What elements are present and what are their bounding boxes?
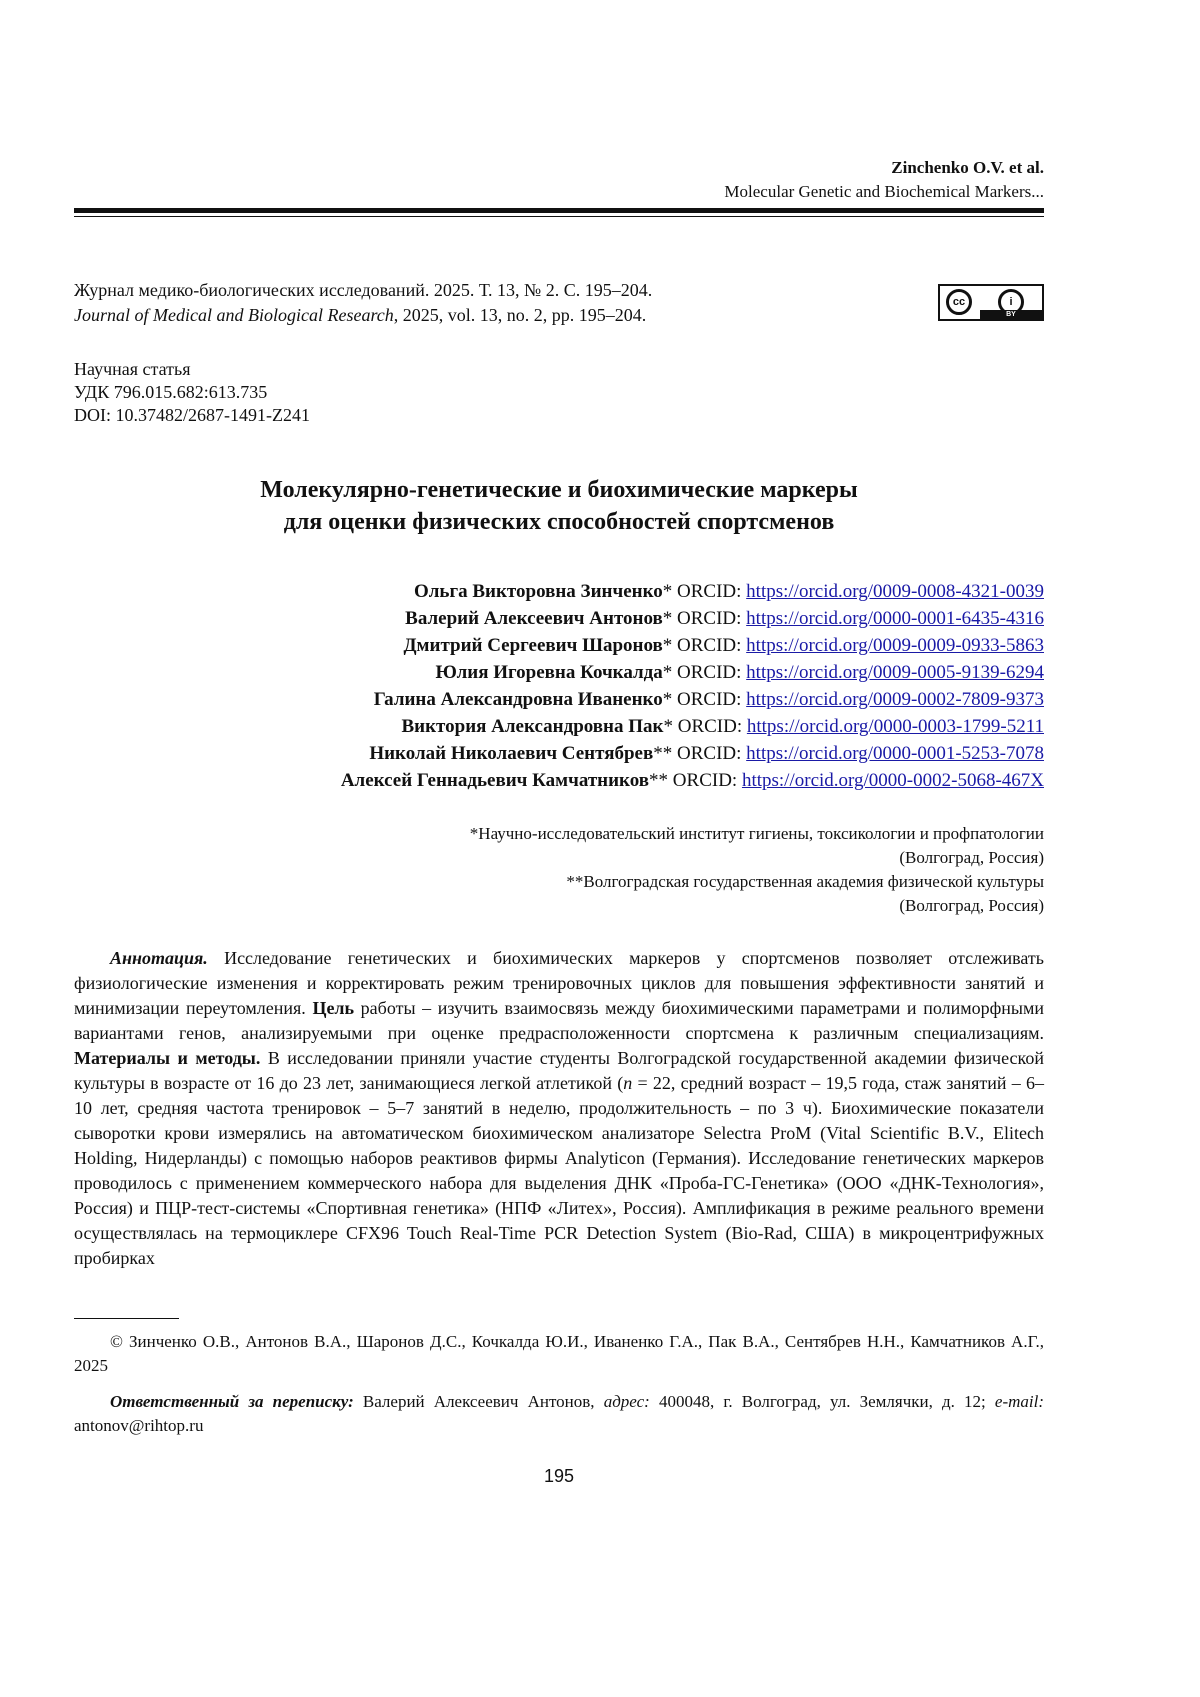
doi: DOI: 10.37482/2687-1491-Z241	[74, 404, 310, 427]
affiliation-mark: **	[649, 770, 668, 791]
abstract-text-1: Исследование генетических и биохимических маркеров у спортсменов позволяет отслеживать физиологические изменения и корректировать режим тренировочных циклов для повышения эффективности занятий и минимизации переутомления.	[74, 948, 1044, 1018]
abstract-goal-label: Цель	[312, 998, 354, 1018]
orcid-link[interactable]: https://orcid.org/0009-0005-9139-6294	[746, 662, 1044, 683]
affiliation-1-city: (Волгоград, Россия)	[470, 846, 1044, 870]
orcid-label: ORCID:	[672, 743, 746, 764]
article-type: Научная статья	[74, 358, 310, 381]
affiliation-mark: *	[663, 689, 673, 710]
affiliation-mark: *	[663, 716, 673, 737]
author-name: Валерий Алексеевич Антонов	[405, 608, 663, 629]
author-name: Галина Александровна Иваненко	[374, 689, 663, 710]
orcid-label: ORCID:	[672, 689, 746, 710]
running-header-authors: Zinchenko O.V. et al.	[724, 156, 1044, 180]
correspondence-email: antonov@rihtop.ru	[74, 1416, 203, 1435]
abstract-text-4: = 22, средний возраст – 19,5 года, стаж занятий – 6–10 лет, средняя частота тренировок – 5–7 занятий в неделю, продолжительность – по 3 ч). Биохимические показатели сыворотки крови измерялись на автоматическом биохимическом анализаторе Selectra ProM (Vital Scientific B.V., Elitech Holding, Нидерланды) с помощью наборов реактивов фирмы Analyticon (Германия). Исследование генетических маркеров проводилось с применением коммерческого набора для выделения ДНК «Проба-ГС-Генетика» (ООО «ДНК-Технология», Россия) и ПЦР-тест-системы «Спортивная генетика» (НПФ «Литех», Россия). Амплификация в режиме реального времени осуществлялась на термоциклере CFX96 Touch Real-Time PCR Detection System (Bio-Rad, США) в микроцентрифужных пробирках	[74, 1073, 1044, 1268]
abstract	[74, 946, 1044, 1271]
author-name: Алексей Геннадьевич Камчатников	[341, 770, 649, 791]
article-title-line2: для оценки физических способностей спортсменов	[74, 506, 1044, 538]
orcid-label: ORCID:	[672, 608, 746, 629]
abstract-text-3: В исследовании приняли участие студенты Волгоградской государственной академии физической культуры в возрасте от 16 до 23 лет, занимающиеся легкой атлетикой (	[74, 1048, 1044, 1093]
correspondence-name: Валерий Алексеевич Антонов,	[354, 1392, 604, 1411]
email-label: e-mail:	[995, 1392, 1044, 1411]
orcid-link[interactable]: https://orcid.org/0000-0002-5068-467X	[742, 770, 1044, 791]
correspondence-note	[74, 1390, 1044, 1438]
author-row	[341, 578, 1044, 605]
article-title-line1: Молекулярно-генетические и биохимические маркеры	[74, 474, 1044, 506]
author-row	[341, 740, 1044, 767]
orcid-label: ORCID:	[668, 770, 742, 791]
article-meta	[74, 358, 310, 427]
orcid-link[interactable]: https://orcid.org/0009-0008-4321-0039	[746, 581, 1044, 602]
author-row	[341, 713, 1044, 740]
abstract-paragraph	[74, 946, 1044, 1271]
orcid-label: ORCID:	[673, 716, 747, 737]
copyright-note	[74, 1330, 1044, 1378]
orcid-link[interactable]: https://orcid.org/0000-0001-5253-7078	[746, 743, 1044, 764]
affiliations	[470, 822, 1044, 918]
attribution-icon: i	[998, 289, 1024, 315]
abstract-text-2: работы – изучить взаимосвязь между биохимическими параметрами и полиморфными вариантами генов, анализируемыми при оценке предрасположенности спортсмена к различным специализациям.	[74, 998, 1044, 1043]
orcid-label: ORCID:	[672, 581, 746, 602]
author-name: Ольга Викторовна Зинченко	[414, 581, 663, 602]
journal-details-en: , 2025, vol. 13, no. 2, pp. 195–204.	[394, 305, 647, 325]
journal-citation-ru: Журнал медико-биологических исследований. 2025. Т. 13, № 2. С. 195–204.	[74, 278, 652, 303]
affiliation-mark: *	[663, 635, 673, 656]
orcid-link[interactable]: https://orcid.org/0009-0002-7809-9373	[746, 689, 1044, 710]
orcid-link[interactable]: https://orcid.org/0000-0001-6435-4316	[746, 608, 1044, 629]
orcid-link[interactable]: https://orcid.org/0009-0009-0933-5863	[746, 635, 1044, 656]
abstract-n-symbol: n	[623, 1073, 632, 1093]
journal-name-en: Journal of Medical and Biological Research	[74, 305, 394, 325]
author-row	[341, 605, 1044, 632]
copyright-text: © Зинченко О.В., Антонов В.А., Шаронов Д.С., Кочкалда Ю.И., Иваненко Г.А., Пак В.А., Сентябрев Н.Н., Камчатников А.Г., 2025	[74, 1330, 1044, 1378]
affiliation-mark: *	[663, 581, 673, 602]
affiliation-mark: *	[663, 608, 673, 629]
footnote-rule	[74, 1318, 179, 1319]
affiliation-1: *Научно-исследовательский институт гигиены, токсикологии и профпатологии	[470, 822, 1044, 846]
journal-citation-en	[74, 303, 652, 328]
author-list	[341, 578, 1044, 794]
header-rule-thick	[74, 208, 1044, 213]
correspondence-paragraph	[74, 1390, 1044, 1438]
article-title	[74, 474, 1044, 538]
journal-citation	[74, 278, 652, 328]
affiliation-2-city: (Волгоград, Россия)	[470, 894, 1044, 918]
running-header	[724, 156, 1044, 204]
cc-by-label: BY	[980, 310, 1042, 319]
affiliation-mark: *	[663, 662, 673, 683]
correspondence-label: Ответственный за переписку:	[110, 1392, 354, 1411]
abstract-methods-label: Материалы и методы.	[74, 1048, 260, 1068]
correspondence-address: 400048, г. Волгоград, ул. Землячки, д. 12;	[650, 1392, 995, 1411]
author-row	[341, 686, 1044, 713]
author-row	[341, 659, 1044, 686]
udk-code: УДК 796.015.682:613.735	[74, 381, 310, 404]
orcid-label: ORCID:	[672, 662, 746, 683]
author-name: Юлия Игоревна Кочкалда	[435, 662, 662, 683]
author-name: Виктория Александровна Пак	[401, 716, 663, 737]
author-name: Дмитрий Сергеевич Шаронов	[403, 635, 662, 656]
header-rule-thin	[74, 216, 1044, 217]
running-header-title: Molecular Genetic and Biochemical Markers...	[724, 180, 1044, 204]
orcid-link[interactable]: https://orcid.org/0000-0003-1799-5211	[747, 716, 1044, 737]
author-name: Николай Николаевич Сентябрев	[369, 743, 653, 764]
address-label: адрес:	[604, 1392, 650, 1411]
orcid-label: ORCID:	[672, 635, 746, 656]
author-row	[341, 632, 1044, 659]
affiliation-mark: **	[653, 743, 672, 764]
page-number: 195	[74, 1466, 1044, 1487]
cc-icon: cc	[946, 289, 972, 315]
author-row	[341, 767, 1044, 794]
cc-by-license-badge[interactable]	[938, 284, 1044, 321]
affiliation-2: **Волгоградская государственная академия физической культуры	[470, 870, 1044, 894]
abstract-label: Аннотация.	[110, 948, 208, 968]
